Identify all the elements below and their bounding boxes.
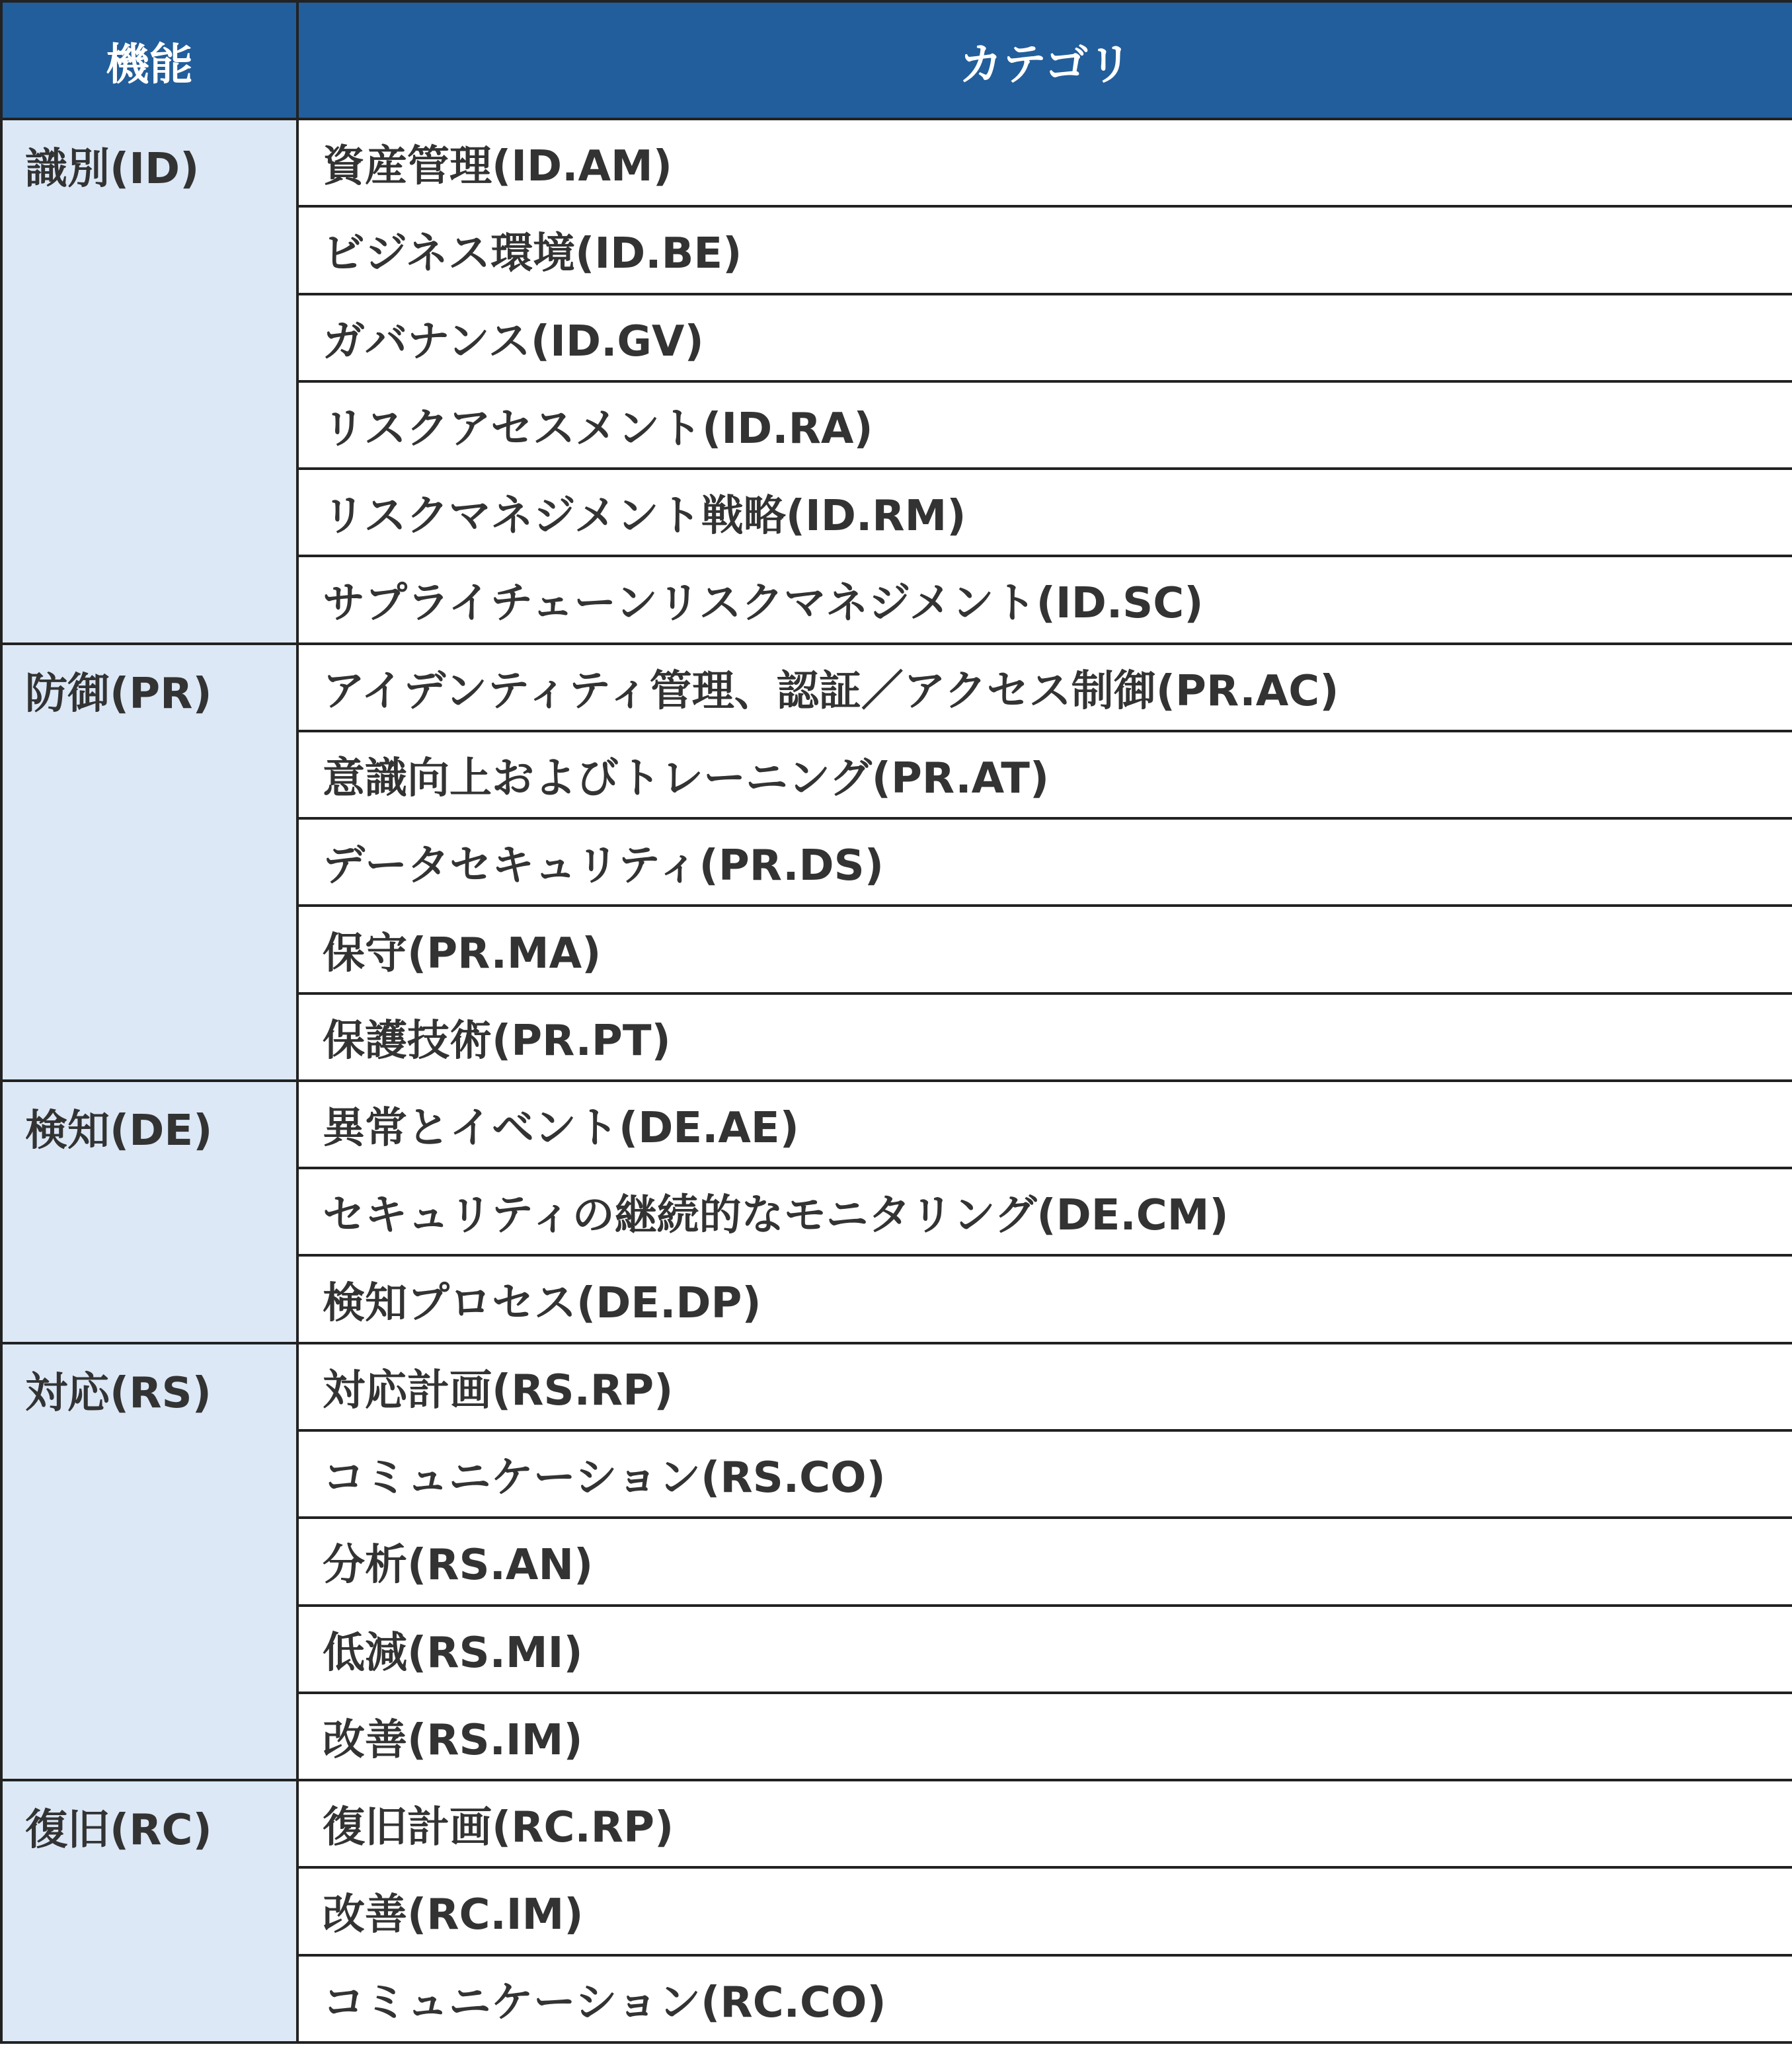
category-cell: 保守(PR.MA): [297, 906, 1792, 993]
header-row: [1, 1, 1792, 119]
function-column-header: 機能: [1, 1, 297, 119]
function-cell: 対応(RS): [1, 1343, 297, 1780]
category-cell: 復旧計画(RC.RP): [297, 1780, 1792, 1867]
category-cell: コミュニケーション(RS.CO): [297, 1430, 1792, 1518]
table-body: [1, 119, 1792, 2042]
category-cell: ビジネス環境(ID.BE): [297, 206, 1792, 293]
table-row: [1, 1343, 1792, 1430]
function-cell: 識別(ID): [1, 119, 297, 644]
function-cell: 防御(PR): [1, 644, 297, 1081]
table-row: [1, 1081, 1792, 1168]
table-row: [1, 119, 1792, 206]
category-cell: サプライチェーンリスクマネジメント(ID.SC): [297, 556, 1792, 643]
category-cell: ガバナンス(ID.GV): [297, 294, 1792, 381]
category-cell: 資産管理(ID.AM): [297, 119, 1792, 206]
category-cell: 意識向上およびトレーニング(PR.AT): [297, 731, 1792, 818]
category-cell: リスクアセスメント(ID.RA): [297, 381, 1792, 469]
category-cell: 対応計画(RS.RP): [297, 1343, 1792, 1430]
category-cell: リスクマネジメント戦略(ID.RM): [297, 469, 1792, 556]
category-cell: 改善(RS.IM): [297, 1693, 1792, 1780]
category-cell: 低減(RS.MI): [297, 1606, 1792, 1693]
category-cell: セキュリティの継続的なモニタリング(DE.CM): [297, 1168, 1792, 1255]
category-cell: アイデンティティ管理、認証／アクセス制御(PR.AC): [297, 644, 1792, 731]
category-cell: 改善(RC.IM): [297, 1867, 1792, 1955]
category-cell: コミュニケーション(RC.CO): [297, 1955, 1792, 2042]
table-header: [1, 1, 1792, 119]
table-row: [1, 1780, 1792, 1867]
category-column-header: カテゴリ: [297, 1, 1792, 119]
category-cell: 保護技術(PR.PT): [297, 993, 1792, 1081]
table-row: [1, 644, 1792, 731]
category-cell: データセキュリティ(PR.DS): [297, 818, 1792, 906]
category-cell: 分析(RS.AN): [297, 1518, 1792, 1605]
function-cell: 復旧(RC): [1, 1780, 297, 2042]
function-cell: 検知(DE): [1, 1081, 297, 1343]
category-cell: 異常とイベント(DE.AE): [297, 1081, 1792, 1168]
category-cell: 検知プロセス(DE.DP): [297, 1255, 1792, 1342]
